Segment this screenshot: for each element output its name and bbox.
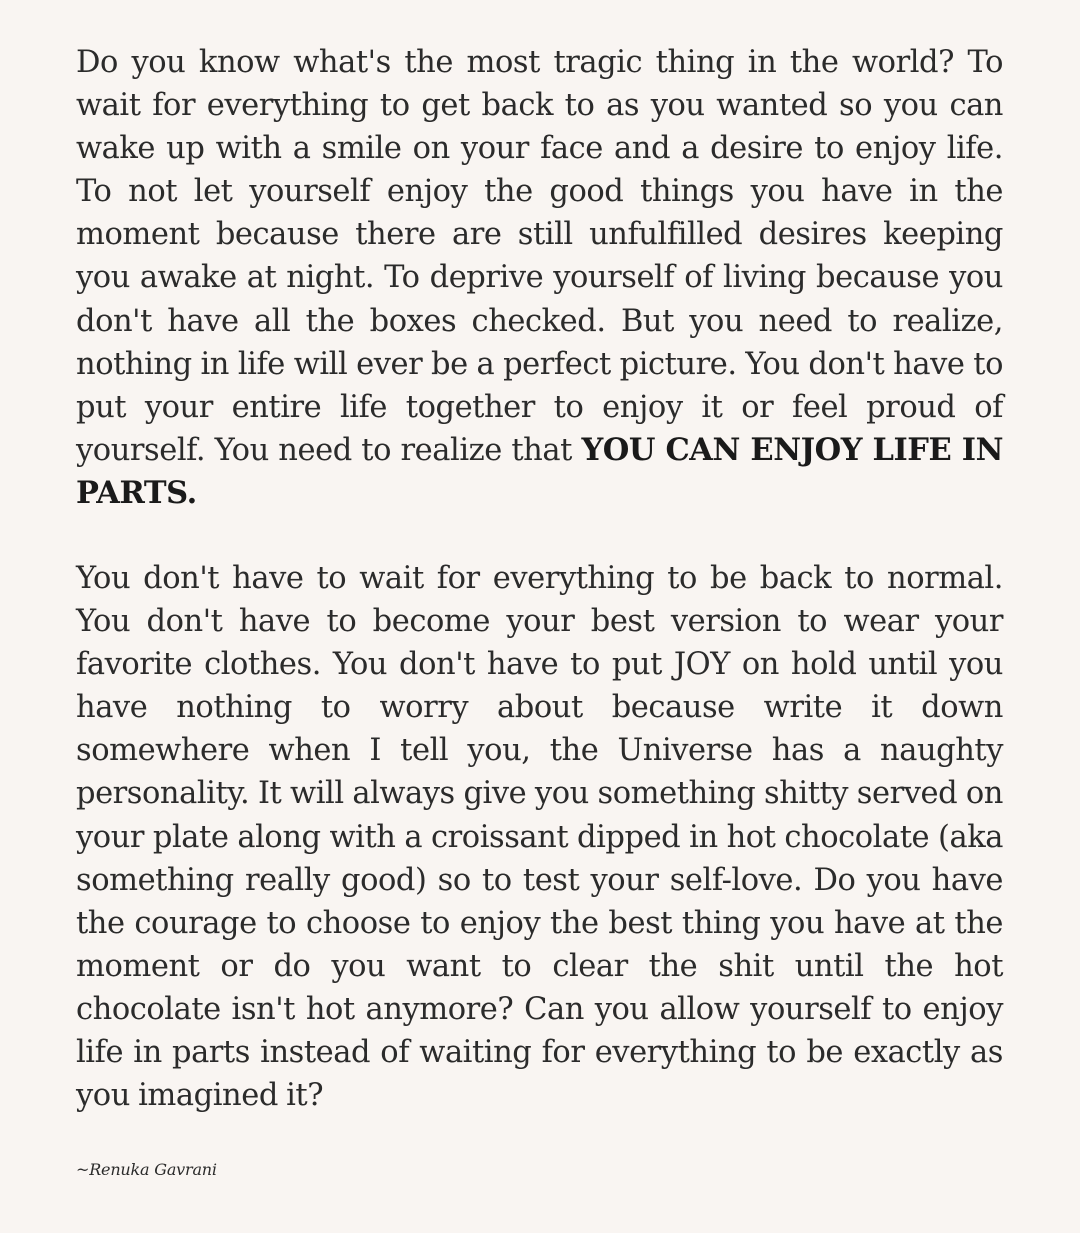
paragraph-1-emphasis: YOU CAN ENJOY LIFE IN PARTS. [76, 431, 1003, 511]
paragraph-1 [76, 41, 1003, 515]
paragraph-1-text: Do you know what's the most tragic thing in the world? To wait for everything to get back to as you wanted so you can wake up with a smile on your face and a desire to enjoy life. To not let yourself enjoy the good things you have in the moment because there are still unfulfilled desires keeping you awake at night. To deprive yourself of living because you don't have all the boxes checked. But you need to realize, nothing in life will ever be a perfect picture. You don't have to put your entire life together to enjoy it or feel proud of yourself. You need to realize that [76, 45, 1003, 468]
paragraph-2: You don't have to wait for everything to be back to normal. You don't have to become your best version to wear your favorite clothes. You don't have to put JOY on hold until you have nothing to worry about because write it down somewhere when I tell you, the Universe has a naughty personality. It will always give you something shitty served on your plate along with a croissant dipped in hot chocolate (aka something really good) so to test your self-love. Do you have the courage to choose to enjoy the best thing you have at the moment or do you want to clear the shit until the hot chocolate isn't hot anymore? Can you allow yourself to enjoy life in parts instead of waiting for everything to be exactly as you imagined it? [76, 561, 1003, 1114]
author-signature: ~Renuka Gavrani [76, 1160, 217, 1179]
quote-body [76, 41, 1003, 1114]
